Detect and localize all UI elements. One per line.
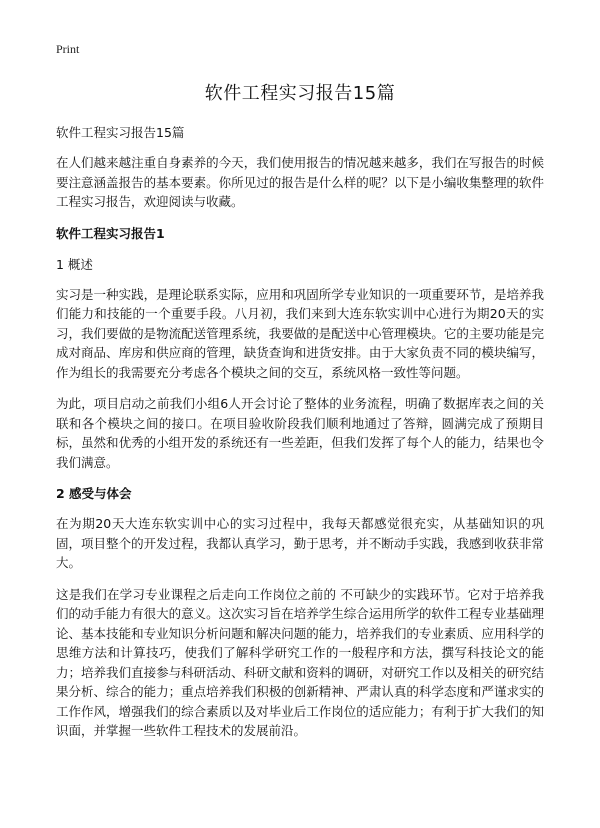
section-heading-report-1: 软件工程实习报告1 bbox=[56, 225, 165, 241]
document-subtitle: 软件工程实习报告15篇 bbox=[56, 125, 185, 140]
part-heading-reflections: 2 感受与体会 bbox=[56, 486, 132, 501]
body-paragraph: 在为期20天大连东软实训中心的实习过程中，我每天都感觉很充实，从基础知识的巩固，项目整个的开发过程，我都认真学习，勤于思考，并不断动手实践，我感到收获非常大。 bbox=[56, 516, 544, 570]
page-title: 软件工程实习报告15篇 bbox=[204, 83, 396, 104]
body-paragraph: 为此，项目启动之前我们小组6人开会讨论了整体的业务流程，明确了数据库表之间的关联和各个模块之间的接口。在项目验收阶段我们顺利地通过了答辩，圆满完成了预期目标，虽然和优秀的小组开发的系统还有一些差距，但我们发挥了每个人的能力，结果也令我们满意。 bbox=[56, 396, 544, 470]
body-paragraph: 实习是一种实践，是理论联系实际，应用和巩固所学专业知识的一项重要环节，是培养我们能力和技能的一个重要手段。八月初，我们来到大连东软实训中心进行为期20天的实习，我们要做的是物流配送管理系统，我要做的是配送中心管理模块。它的主要功能是完成对商品、库房和供应商的管理，缺货查询和进货安排。由于大家负责不同的模块编写，作为组长的我需要充分考虑各个模块之间的交互，系统风格一致性等问题。 bbox=[56, 286, 544, 380]
print-link[interactable]: Print bbox=[56, 42, 80, 56]
part-heading-overview: 1 概述 bbox=[56, 256, 93, 272]
body-paragraph: 这是我们在学习专业课程之后走向工作岗位之前的 不可缺少的实践环节。它对于培养我们的动手能力有很大的意义。这次实习旨在培养学生综合运用所学的软件工程专业基础理论、基本技能和专业知识分析问题和解决问题的能力，培养我们的专业素质、应用科学的思维方法和计算技巧，使我们了解科学研究工作的一般程序和方法，撰写科技论文的能力；培养我们直接参与科研活动、科研文献和资料的调研，对研究工作以及相关的研究结果分析、综合的能力；重点培养我们积极的创新精神、严肃认真的科学态度和严谨求实的工作作风，增强我们的综合素质以及对毕业后工作岗位的适应能力；有利于扩大我们的知识面，并掌握一些软件工程技术的发展前沿。 bbox=[56, 586, 544, 738]
intro-paragraph: 在人们越来越注重自身素养的今天，我们使用报告的情况越来越多，我们在写报告的时候要注意涵盖报告的基本要素。你所见过的报告是什么样的呢？以下是小编收集整理的软件工程实习报告，欢迎阅读与收藏。 bbox=[56, 155, 544, 209]
